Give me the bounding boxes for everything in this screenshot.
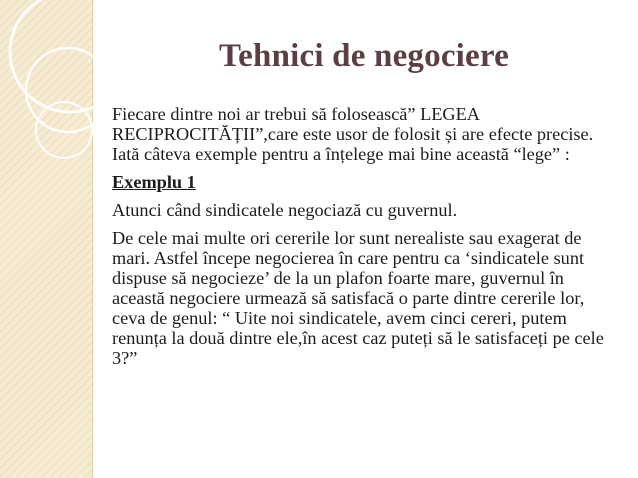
- intro-paragraph: Fiecare dintre noi ar trebui să folosească” LEGEA RECIPROCITĂȚII”,care este usor de folosit și are efecte precise. Iată câteva exemple pentru a înțelege mai bine această “lege” :: [112, 104, 594, 164]
- example-lead-paragraph: Atunci când sindicatele negociază cu guvernul.: [112, 200, 458, 220]
- example-heading: Exemplu 1: [112, 172, 196, 192]
- slide-body: [112, 104, 617, 376]
- slide-title: Tehnici de negociere: [219, 38, 509, 74]
- example-body-paragraph: De cele mai multe ori cererile lor sunt nerealiste sau exagerat de mari. Astfel începe negocierea în care pentru ca ‘sindicatele sunt dispuse să negocieze’ de la un plafon foarte mare, guvernul în această negociere urmează să satisfacă o parte dintre cererile lor, ceva de genul: “ Uite noi sindicatele, avem cinci cereri, putem renunța la două dintre ele,în acest caz puteți să le satisfaceți pe cele 3?”: [112, 228, 604, 368]
